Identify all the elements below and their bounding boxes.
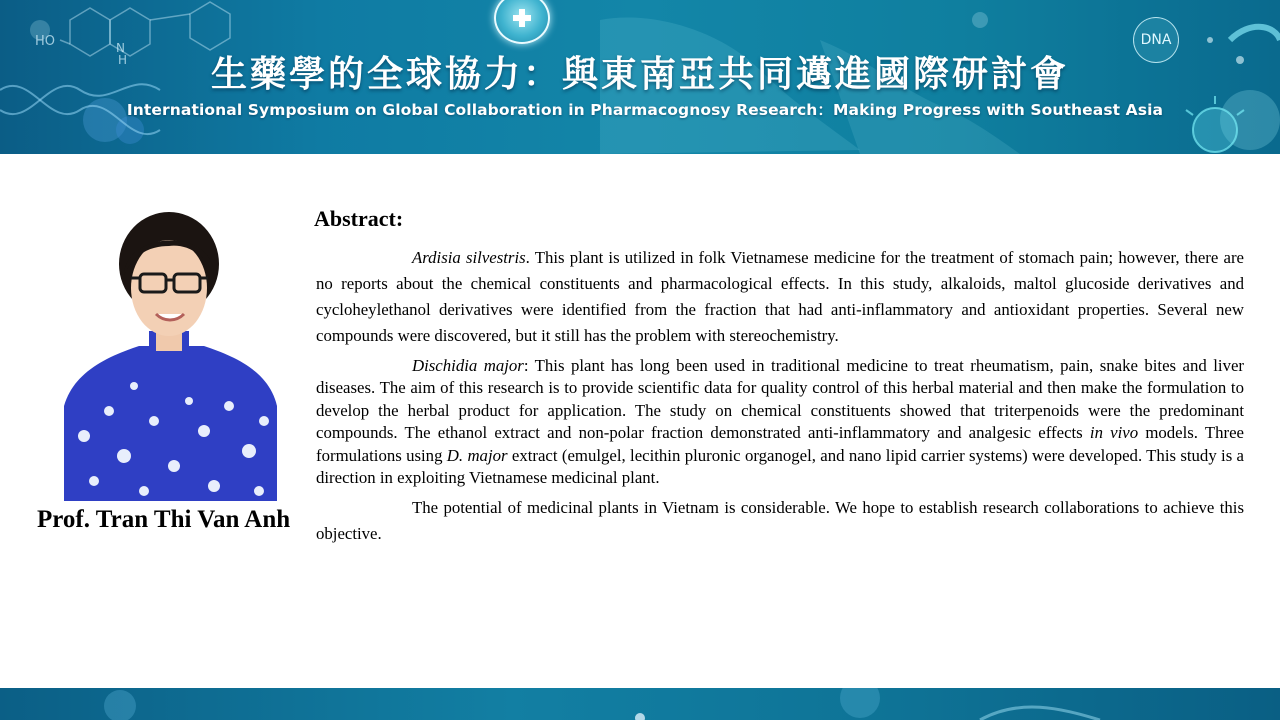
- paragraph-1-text: . This plant is utilized in folk Vietnamese medicine for the treatment of stomach pain; however, there are no reports about the chemical constituents and pharmacological effects. In this study, alkaloids, maltol glucoside derivatives and cycloheylethanol derivatives were identified from the fraction that had anti-inflammatory and antioxidant properties. Several new compounds were discovered, but it still has the problem with stereochemistry.: [316, 248, 1244, 345]
- species-name-ardisia: Ardisia silvestris: [412, 248, 526, 267]
- molecule-label-ho: HO: [35, 34, 56, 49]
- in-vivo-term: in vivo: [1089, 423, 1139, 443]
- species-name-d-major: D. major: [446, 445, 508, 465]
- paragraph-2-text-a: : This plant has long been used in traditional medicine to treat rheumatism, pain, snake bites and liver diseases. The aim of this research is to provide scientific data for quality control of this herbal material and then make the formulation to develop the herbal product for application. The study on chemical constituents showed that triterpenoids were the predominant compounds. The ethanol extract and non-polar fraction demonstrated anti-inflammatory and analgesic effects: [316, 356, 1244, 443]
- speaker-name: Prof. Tran Thi Van Anh: [37, 506, 291, 533]
- paragraph-2-text-c: extract (emulgel, lecithin pluronic organogel, and nano lipid carrier systems) were developed. This study is a direction in exploiting Vietnamese medicinal plant.: [316, 445, 1245, 488]
- footer-decoration: [0, 688, 1280, 720]
- abstract-paragraph-3: [316, 495, 1244, 547]
- speaker-portrait: [64, 206, 277, 501]
- species-name-dischidia: Dischidia major: [412, 356, 524, 375]
- abstract-body: [316, 245, 1244, 553]
- banner-title-chinese: 生藥學的全球協力：與東南亞共同邁進國際研討會: [210, 54, 1069, 95]
- paragraph-2-text-b: models. Three formulations using: [316, 423, 1245, 465]
- dna-badge: DNA: [1133, 17, 1179, 63]
- banner-title-english: International Symposium on Global Collaboration in Pharmacognosy Research：Making Progress with Southeast Asia: [126, 101, 1164, 119]
- paragraph-3-text: The potential of medicinal plants in Vietnam is considerable. We hope to establish research collaborations to achieve this objective.: [316, 498, 1244, 544]
- abstract-paragraph-2: [316, 355, 1244, 489]
- header-banner: [0, 0, 1280, 154]
- molecule-label-n: N: [116, 41, 125, 55]
- molecule-label-h: H: [118, 53, 128, 67]
- abstract-paragraph-1: [316, 245, 1244, 349]
- footer-band: [0, 688, 1280, 720]
- abstract-heading: Abstract:: [314, 206, 404, 231]
